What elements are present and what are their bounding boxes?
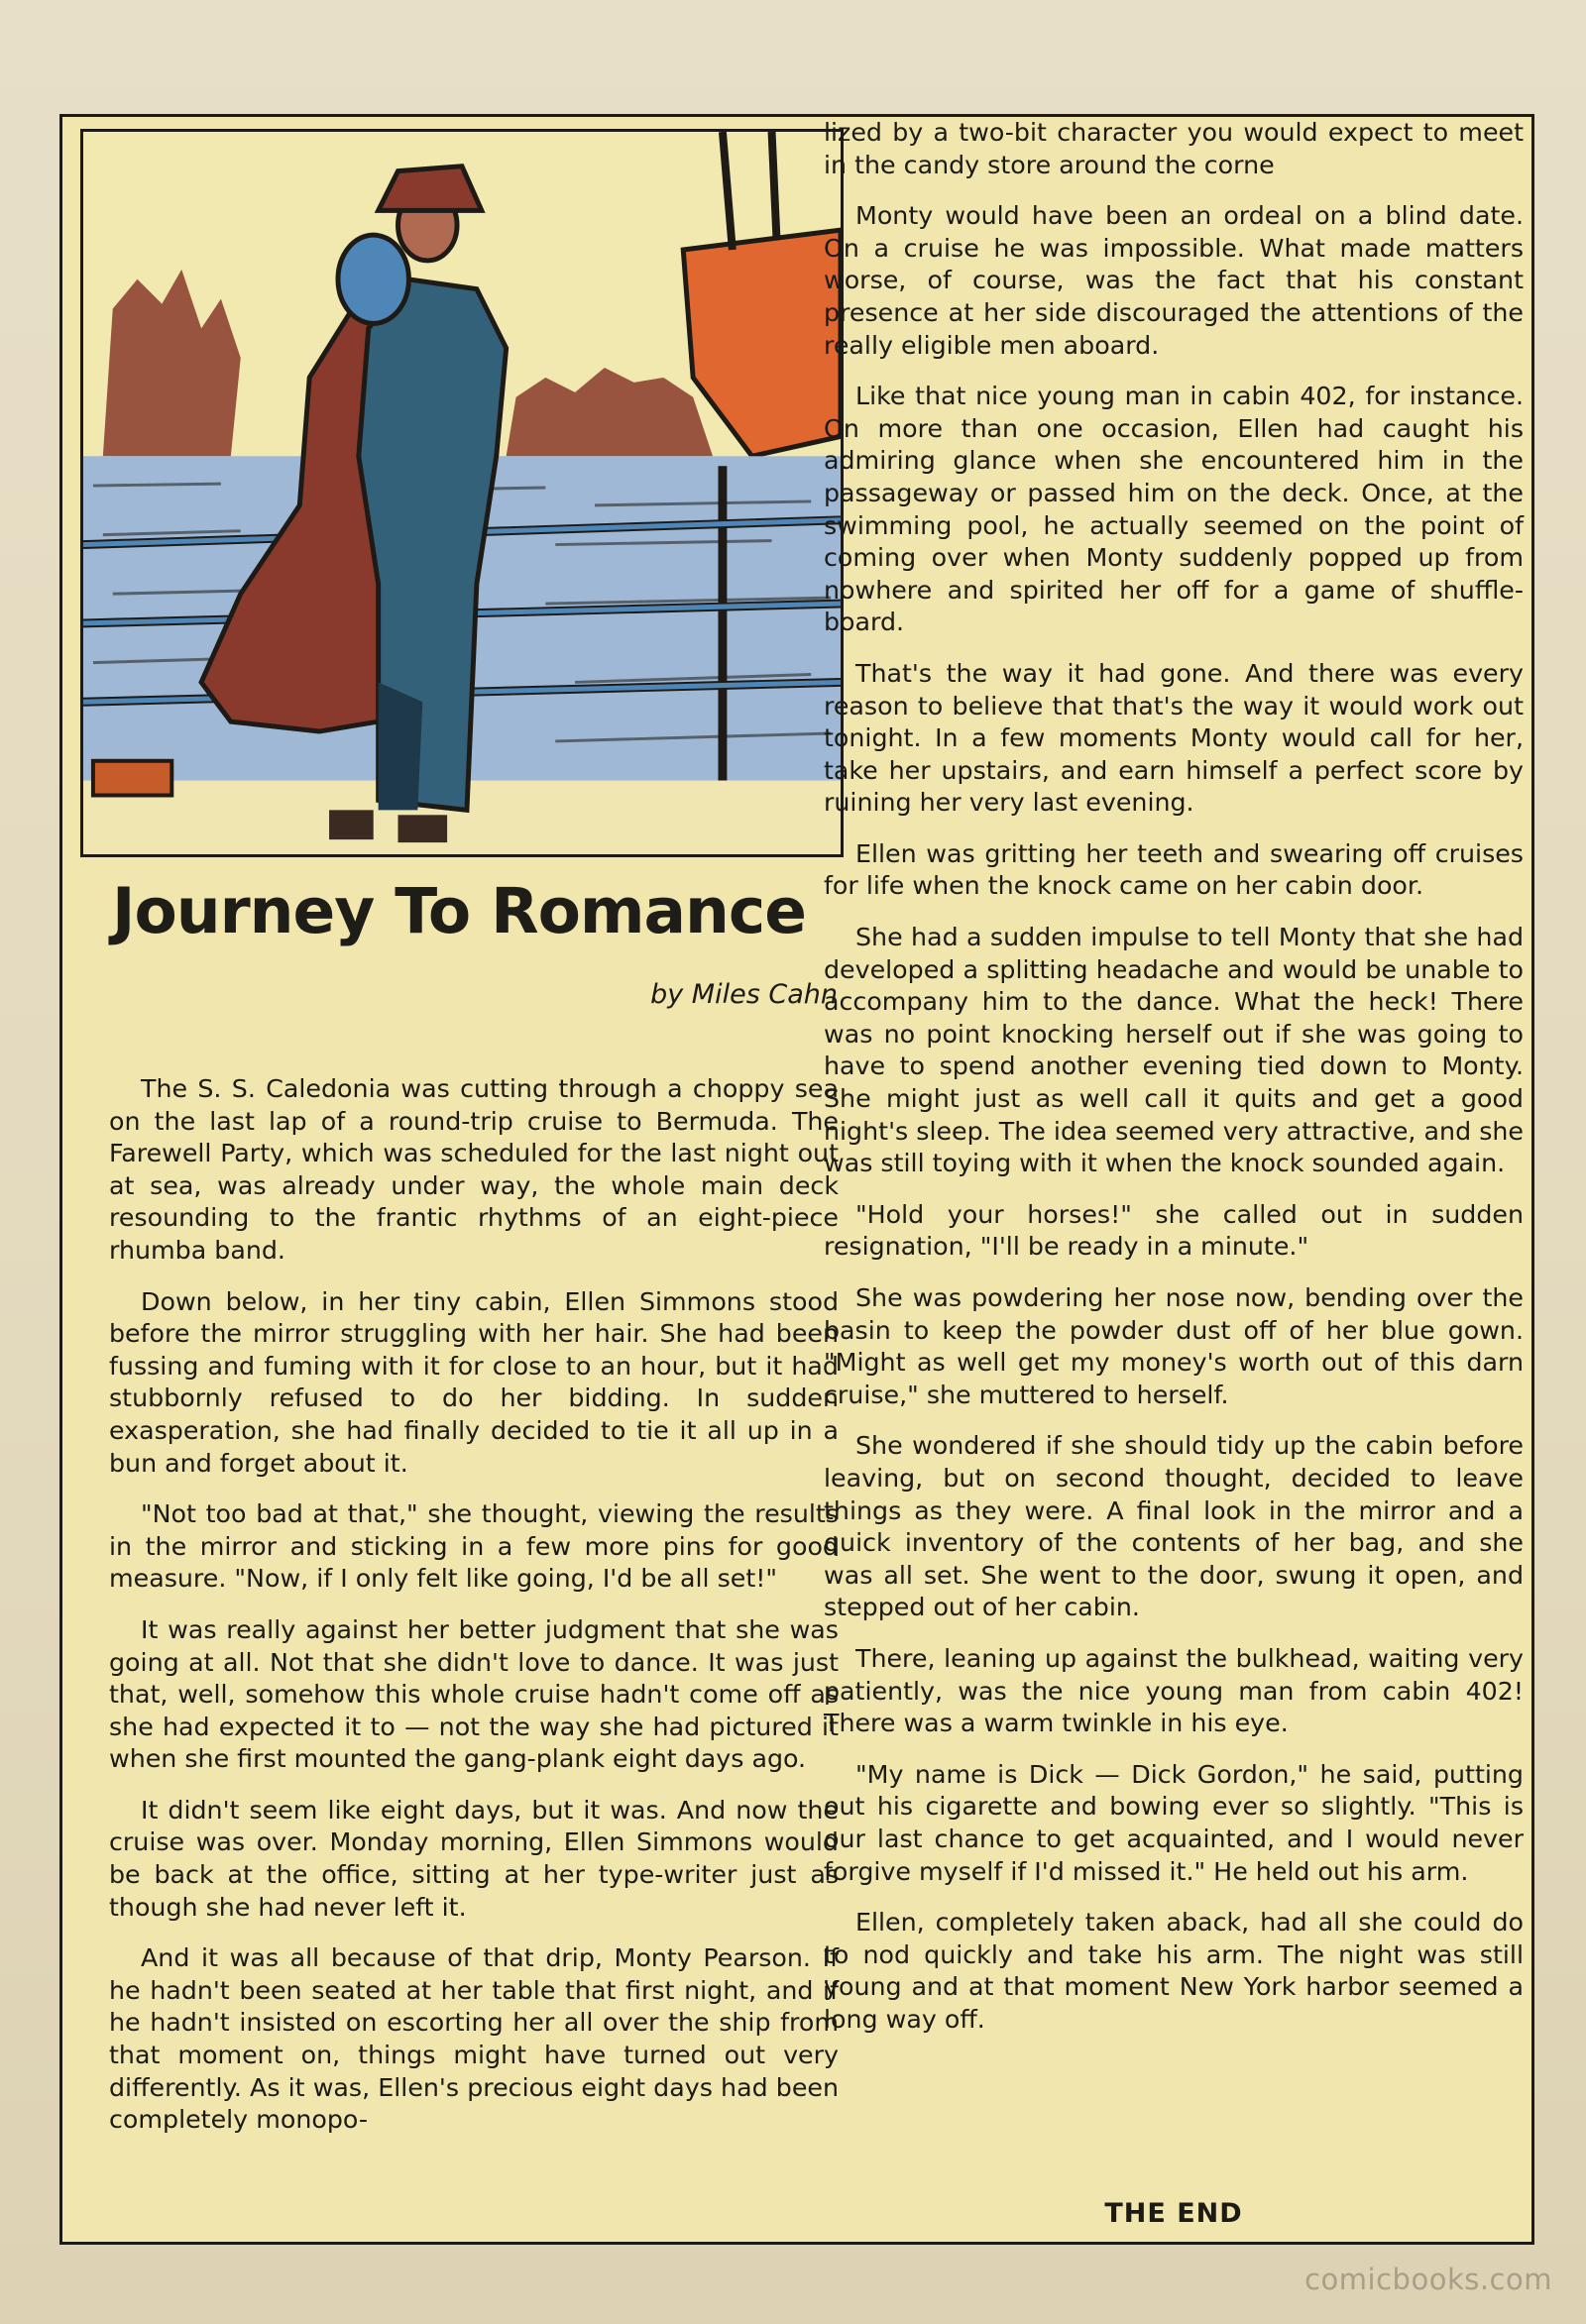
paragraph: "My name is Dick — Dick Gordon," he said, putting out his cigarette and bowing ever so slightly. "This is our last chance to get acquainted, and I would never forgive myself if I'd missed it." He held out his arm. (824, 1759, 1524, 1886)
paragraph-continuation: lized by a two-bit character you would expect to meet in the candy store around the corne (824, 118, 1524, 179)
watermark: comicbooks.com (1304, 2263, 1552, 2296)
story-title: Journey To Romance (112, 875, 806, 947)
paragraph: Down below, in her tiny cabin, Ellen Simmons stood before the mirror struggling with her hair. She had been fussing and fuming with it for close to an hour, but it had stubbornly refused to do her bidding. In sudden exasperation, she had finally decided to tie it all up in a bun and forget about it. (109, 1286, 839, 1478)
paragraph: Ellen was gritting her teeth and swearing off cruises for life when the knock came on her cabin door. (824, 838, 1524, 901)
paragraph: Ellen, completely taken aback, had all she could do to nod quickly and take his arm. The night was still young and at that moment New York harbor seemed a long way off. (824, 1908, 1524, 2034)
right-column (824, 117, 1524, 2054)
paragraph: The S. S. Caledonia was cutting through a choppy sea on the last lap of a round-trip cruise to Bermuda. The Farewell Party, which was scheduled for the last night out at sea, was already under way, the whole main deck resounding to the frantic rhythms of an eight-piece rhumba band. (109, 1074, 839, 1265)
couple-on-deck-illustration (83, 132, 841, 854)
paragraph: There, leaning up against the bulkhead, waiting very patiently, was the nice young man from cabin 402! There was a warm twinkle in his eye. (824, 1643, 1524, 1738)
byline: by Miles Cahn (650, 979, 838, 1010)
paragraph: She had a sudden impulse to tell Monty that she had developed a splitting headache and would be unable to accompany him to the dance. What the heck! There was no point knocking herself out if she was going to have to spend another evening tied down to Monty. She might just as well call it quits and get a good night's sleep. The idea seemed very attractive, and she was still toying with it when the knock sounded again. (824, 923, 1524, 1178)
paragraph: "Not too bad at that," she thought, viewing the results in the mirror and sticking in a few more pins for good measure. "Now, if I only felt like going, I'd be all set!" (109, 1499, 839, 1594)
paragraph: And it was all because of that drip, Monty Pearson. If he hadn't been seated at her table that first night, and if he hadn't insisted on escorting her all over the ship from that moment on, things might have turned out very differently. As it was, Ellen's precious eight days had been completely monopo- (109, 1943, 839, 2135)
left-column (109, 1073, 839, 2156)
paragraph: It didn't seem like eight days, but it was. And now the cruise was over. Monday morning, Ellen Simmons would be back at the office, sitting at her type-writer just as though she had never left it. (109, 1795, 839, 1922)
illustration (80, 129, 844, 857)
paragraph: Monty would have been an ordeal on a blind date. On a cruise he was impossible. What made matters worse, of course, was the fact that his constant presence at her side discouraged the attentions of the really eligible men aboard. (824, 201, 1524, 360)
paragraph: "Hold your horses!" she called out in sudden resignation, "I'll be ready in a minute." (824, 1199, 1524, 1262)
the-end-mark: THE END (1104, 2198, 1243, 2229)
paragraph: It was really against her better judgment that she was going at all. Not that she didn't love to dance. It was just that, well, somehow this whole cruise hadn't come off as she had expected it to — not the way she had pictured it when she first mounted the gang-plank eight days ago. (109, 1614, 839, 1774)
paragraph: That's the way it had gone. And there was every reason to believe that that's the way it would work out tonight. In a few moments Monty would call for her, take her upstairs, and earn himself a perfect score by ruining her very last evening. (824, 658, 1524, 818)
paragraph: Like that nice young man in cabin 402, for instance. On more than one occasion, Ellen had caught his admiring glance when she encountered him in the passageway or passed him on the deck. Once, at the swimming pool, he actually seemed on the point of coming over when Monty suddenly popped up from nowhere and spirited her off for a game of shuffle-board. (824, 382, 1524, 637)
story-panel (59, 114, 1534, 2245)
paragraph: She wondered if she should tidy up the cabin before leaving, but on second thought, decided to leave things as they were. A final look in the mirror and a quick inventory of the contents of her bag, and she was all set. She went to the door, swung it open, and stepped out of her cabin. (824, 1431, 1524, 1622)
paragraph: She was powdering her nose now, bending over the basin to keep the powder dust off of her blue gown. "Might as well get my money's worth out of this darn cruise," she muttered to herself. (824, 1283, 1524, 1409)
